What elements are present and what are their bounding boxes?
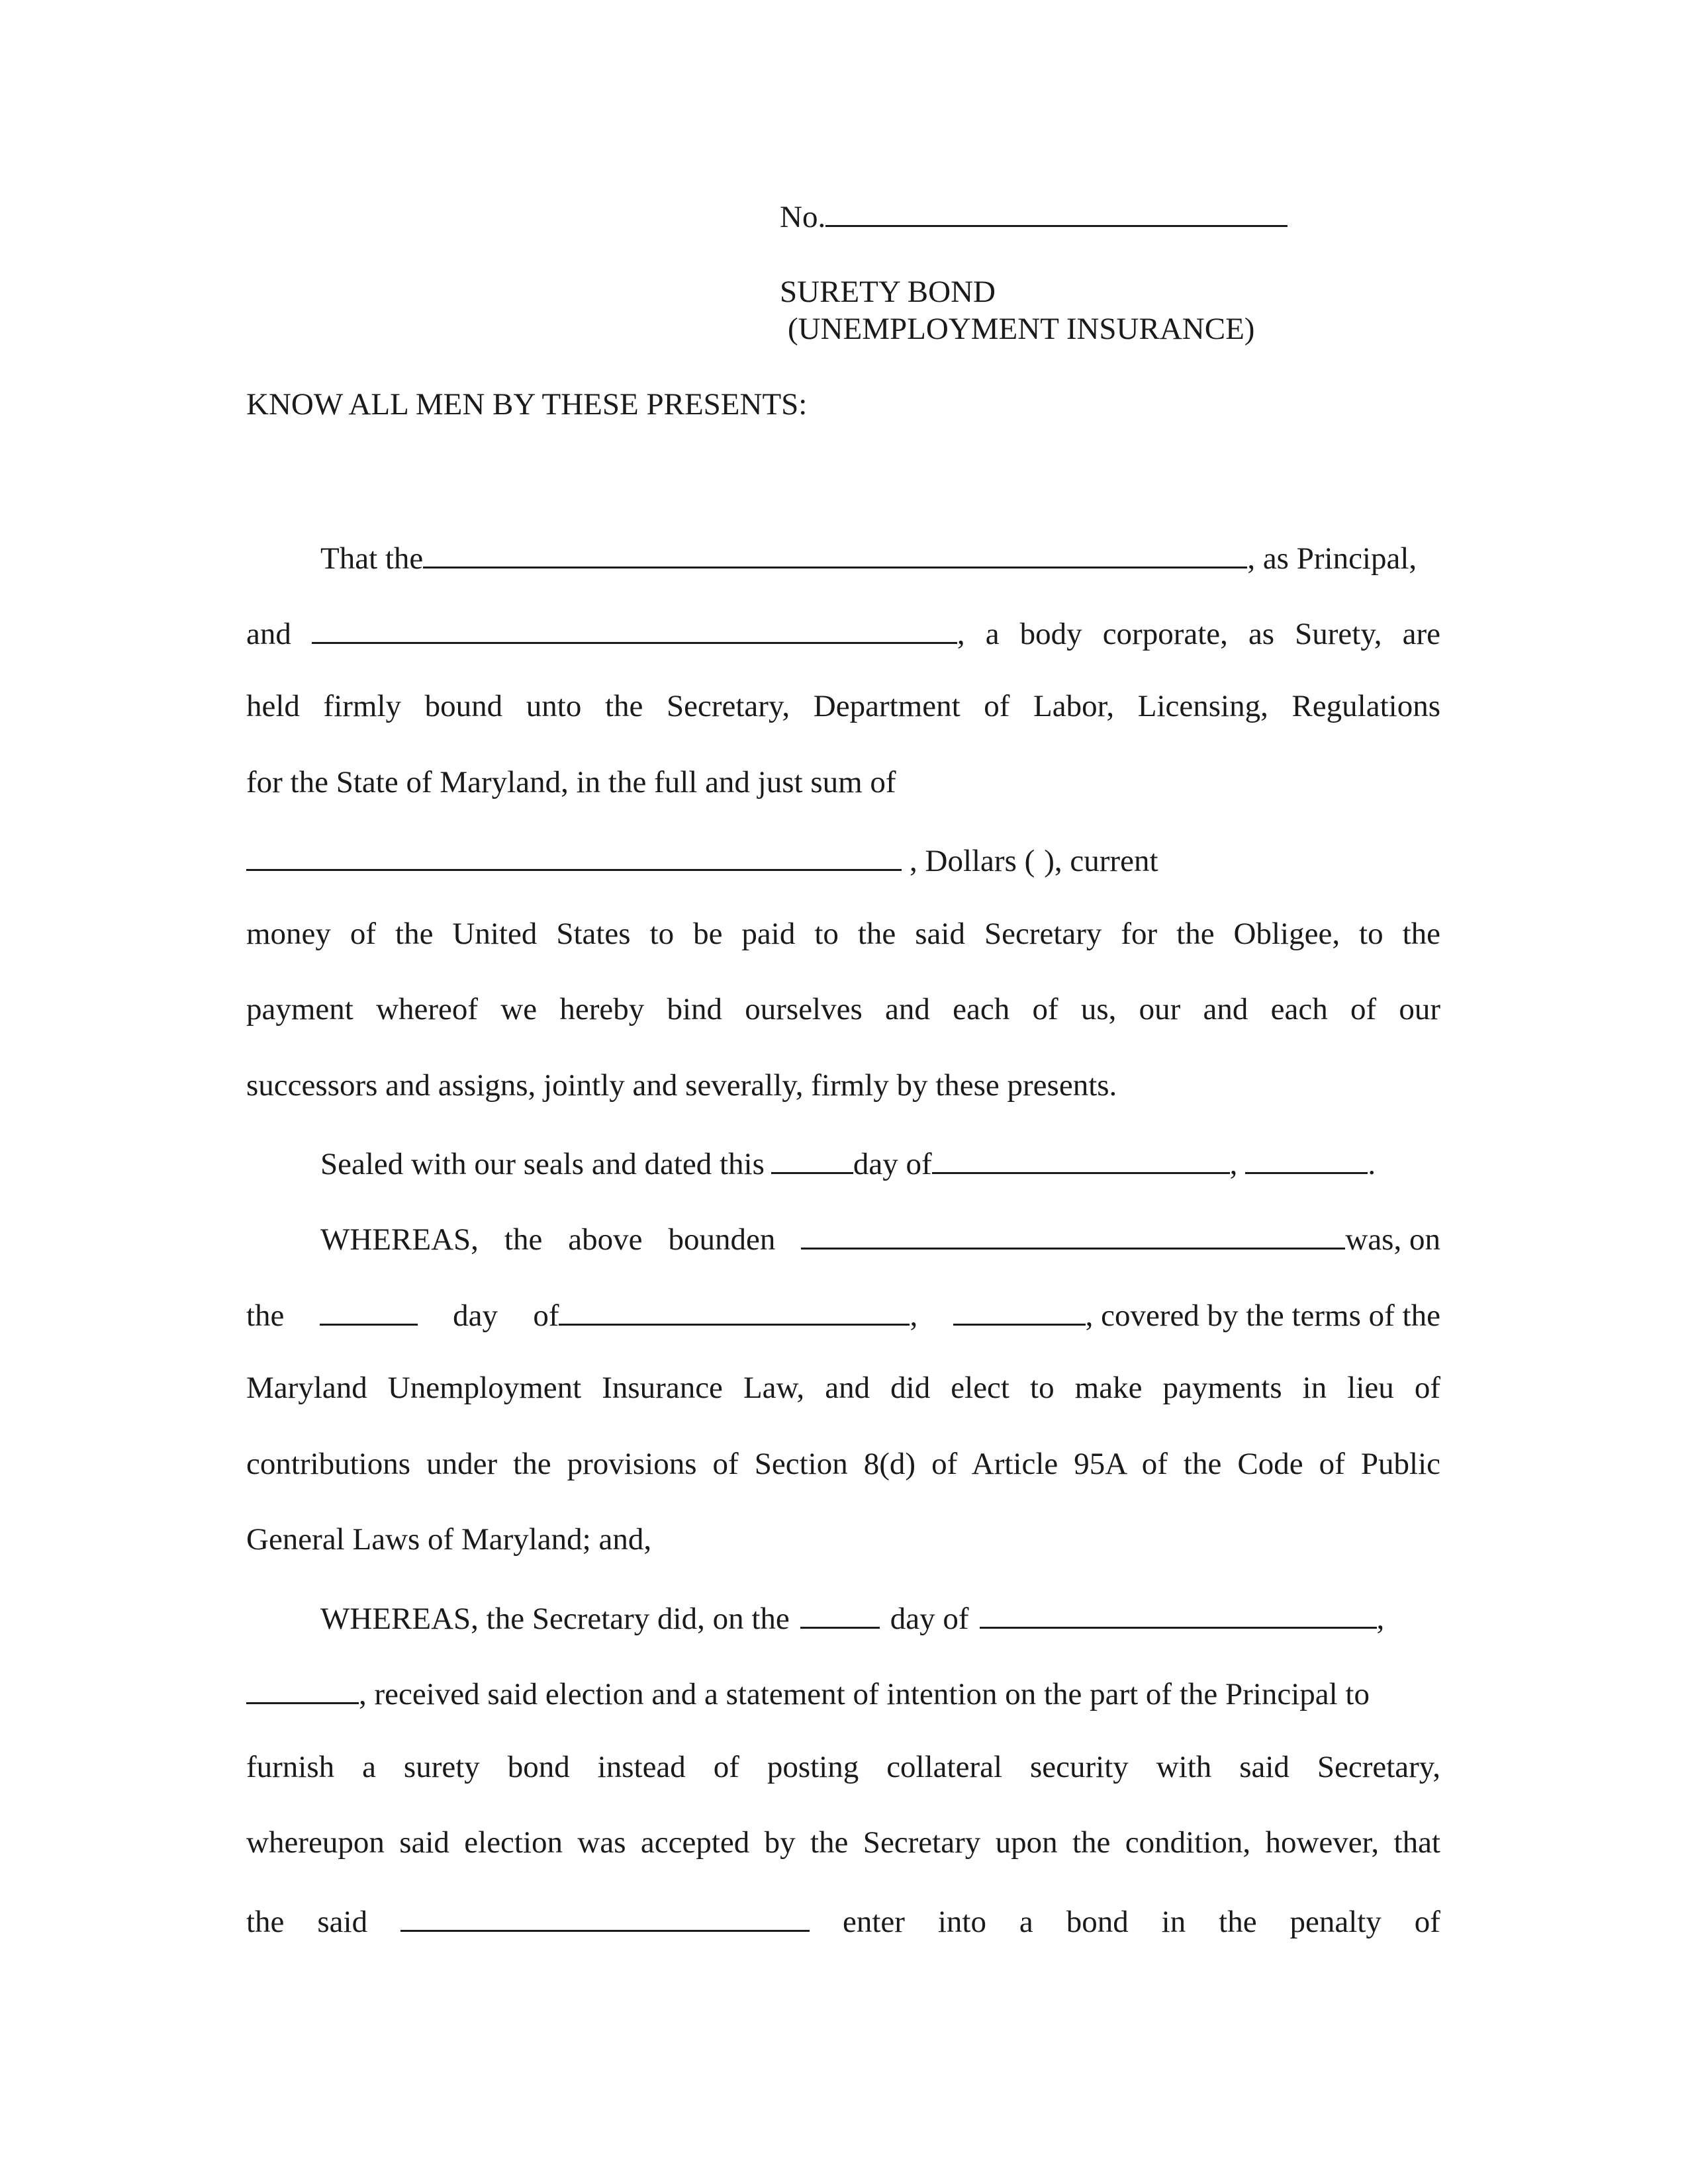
surety-name-blank[interactable] [312, 615, 957, 644]
whereas1-line2 [246, 1297, 1440, 1332]
para1-line3: held firmly bound unto the Secretary, Department of Labor, Licensing, Regulations [246, 689, 1440, 723]
sealed-day-blank[interactable] [771, 1146, 853, 1174]
document-title: SURETY BOND [780, 275, 996, 309]
sealed-year-blank[interactable] [1245, 1146, 1368, 1174]
principal-name-blank[interactable] [423, 540, 1247, 569]
word-enter: enter [842, 1904, 905, 1939]
covered-year-blank[interactable] [953, 1297, 1086, 1326]
current-text: ), current [1044, 843, 1158, 878]
word-the: the [1219, 1904, 1257, 1939]
word-bond: bond [1066, 1904, 1129, 1939]
word-the: the [246, 1904, 285, 1939]
secretary-year-blank[interactable] [246, 1676, 359, 1704]
dollars-text: , Dollars ( [910, 843, 1035, 878]
para1-line7: payment whereof we hereby bind ourselves and each of us, our and each of our [246, 992, 1440, 1026]
whereas1-line4: contributions under the provisions of Section 8(d) of Article 95A of the Code of Public [246, 1447, 1440, 1481]
word-a: a [1019, 1904, 1033, 1939]
word-in: in [1161, 1904, 1186, 1939]
sealed-period: . [1368, 1146, 1376, 1181]
sealed-month-blank[interactable] [932, 1146, 1230, 1174]
secretary-day-blank[interactable] [800, 1600, 880, 1629]
as-principal-text: , as Principal, [1247, 541, 1417, 576]
covered-text: , covered by the terms of the [1085, 1298, 1440, 1333]
comma-text: , [910, 1298, 918, 1333]
whereas2-line4: whereupon said election was accepted by the Secretary upon the condition, however, that [246, 1825, 1440, 1860]
bounden-blank-group [801, 1221, 1440, 1255]
principal-line [320, 540, 1417, 574]
word-body: body [1019, 616, 1082, 651]
word-day: day [453, 1298, 498, 1333]
sealed-line [320, 1146, 1376, 1180]
covered-month-blank[interactable] [559, 1297, 910, 1326]
whereas2-text: WHEREAS, the Secretary did, on the [320, 1601, 790, 1636]
that-the-text: That the [320, 541, 424, 576]
sealed-day-of-text: day of [853, 1146, 932, 1181]
sum-line [246, 842, 1158, 877]
secretary-month-blank[interactable] [980, 1600, 1377, 1629]
whereas1-line1 [320, 1221, 1440, 1255]
word-a: a [985, 616, 1000, 651]
para1-line4: for the State of Maryland, in the full and just sum of [246, 765, 896, 799]
word-said: said [317, 1904, 368, 1939]
whereas-text: WHEREAS, [320, 1222, 479, 1257]
comma-text: , [957, 616, 965, 651]
was-on-text: was, on [1345, 1222, 1440, 1257]
whereas1-line5: General Laws of Maryland; and, [246, 1522, 652, 1557]
document-subtitle: (UNEMPLOYMENT INSURANCE) [788, 312, 1255, 346]
bond-party-blank[interactable] [400, 1903, 810, 1932]
received-text: , received said election and a statement of intention on the part of the Principal to [359, 1676, 1370, 1711]
preamble: KNOW ALL MEN BY THESE PRESENTS: [246, 387, 808, 422]
surety-blank-group [312, 615, 965, 650]
sum-words-blank[interactable] [246, 842, 902, 871]
word-penalty: penalty [1289, 1904, 1382, 1939]
whereas2-line5 [246, 1903, 1440, 1938]
whereas2-line2 [246, 1676, 1370, 1710]
word-surety: Surety, [1295, 616, 1382, 651]
bounden-name-blank[interactable] [801, 1221, 1345, 1250]
comma-text: , [1376, 1601, 1385, 1636]
word-bounden: bounden [668, 1222, 776, 1257]
word-are: are [1402, 616, 1440, 651]
bond-number-label: No. [780, 199, 826, 234]
covered-day-blank[interactable] [320, 1297, 418, 1326]
word-the: the [504, 1222, 543, 1257]
bond-number-line [780, 199, 1288, 233]
para1-line8: successors and assigns, jointly and severally, firmly by these presents. [246, 1068, 1117, 1103]
surety-line [246, 615, 1440, 650]
word-of: of [533, 1298, 559, 1333]
whereas1-line3: Maryland Unemployment Insurance Law, and did elect to make payments in lieu of [246, 1371, 1440, 1405]
word-of: of [1414, 1904, 1440, 1939]
whereas2-line3: furnish a surety bond instead of posting collateral security with said Secretary, [246, 1750, 1440, 1784]
para1-line6: money of the United States to be paid to the said Secretary for the Obligee, to the [246, 917, 1440, 951]
covered-year-group [953, 1297, 1440, 1332]
word-into: into [937, 1904, 986, 1939]
secretary-day-of-text: day of [890, 1601, 969, 1636]
sealed-comma: , [1229, 1146, 1238, 1181]
word-above: above [568, 1222, 643, 1257]
word-as: as [1248, 616, 1275, 651]
sealed-text: Sealed with our seals and dated this [320, 1146, 765, 1181]
word-corporate: corporate, [1102, 616, 1228, 651]
whereas2-line1 [320, 1600, 1384, 1635]
and-text: and [246, 616, 291, 651]
bond-number-blank[interactable] [825, 199, 1288, 227]
covered-month-group [533, 1297, 917, 1332]
word-the: the [246, 1298, 285, 1333]
